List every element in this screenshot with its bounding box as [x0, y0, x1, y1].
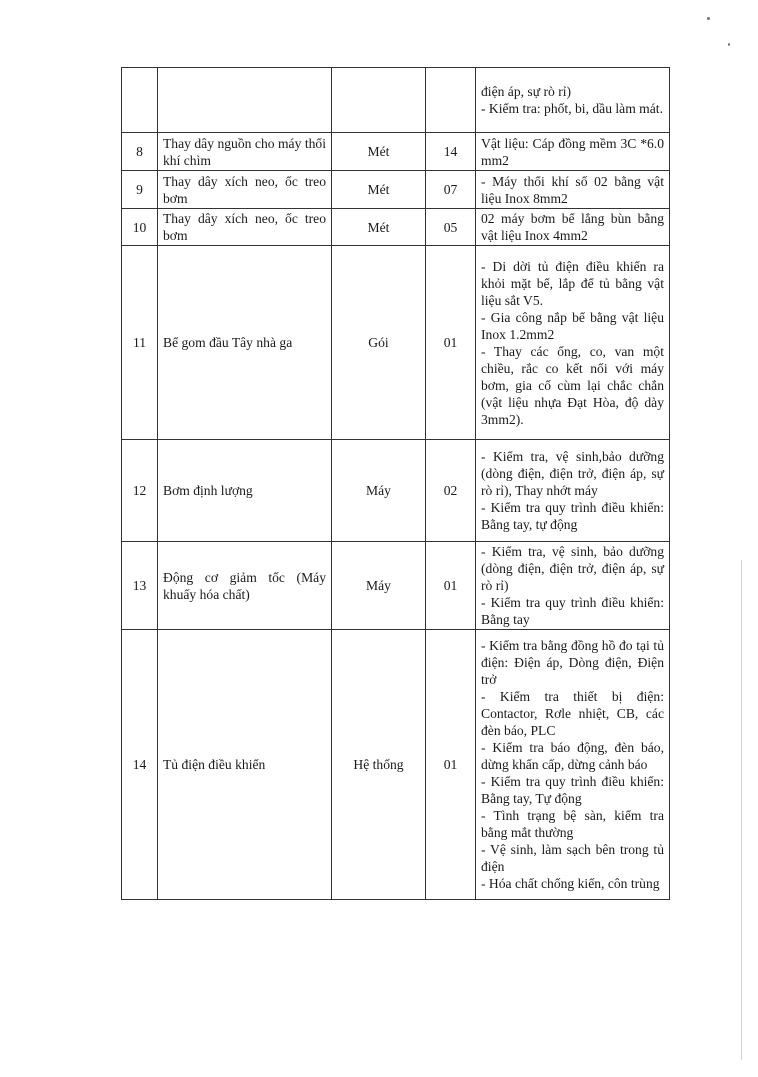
description-cell — [476, 630, 670, 900]
description-line: - Kiểm tra quy trình điều khiển: Bằng tay, tự động — [481, 500, 664, 532]
description-line: - Kiểm tra quy trình điều khiển: Bằng tay — [481, 595, 664, 627]
quantity-cell: 01 — [426, 630, 476, 900]
stt-cell: 14 — [122, 630, 158, 900]
stt-cell: 12 — [122, 440, 158, 542]
stt-cell: 13 — [122, 542, 158, 630]
description-line: - Di dời tủ điện điều khiển ra khỏi mặt bể, lắp để tủ bằng vật liệu sắt V5. — [481, 258, 664, 308]
description-line: - Hóa chất chống kiến, côn trùng — [481, 876, 660, 891]
description-line: Vật liệu: Cáp đồng mềm 3C *6.0 mm2 — [481, 135, 664, 168]
table-row — [122, 246, 670, 440]
quantity-cell: 05 — [426, 209, 476, 246]
description-cell — [476, 440, 670, 542]
item-name-cell: Bể gom đầu Tây nhà ga — [158, 246, 332, 440]
quantity-cell: 01 — [426, 542, 476, 630]
description-line: điện áp, sự rò rỉ) — [481, 84, 572, 99]
unit-cell: Gói — [332, 246, 426, 440]
table-row — [122, 171, 670, 209]
stt-cell: 9 — [122, 171, 158, 209]
description-line: - Gia công nắp bể bằng vật liệu Inox 1.2mm2 — [481, 309, 664, 342]
description-cell — [476, 133, 670, 171]
unit-cell: Hệ thống — [332, 630, 426, 900]
table-body — [122, 68, 670, 900]
table-row — [122, 209, 670, 246]
stt-cell: 8 — [122, 133, 158, 171]
description-line: - Thay các ống, co, van một chiều, rắc co kết nối với máy bơm, gia cố cùm lại chắc chắn (vật liệu nhựa Đạt Hòa, độ dày 3mm2). — [481, 343, 664, 427]
description-cell — [476, 171, 670, 209]
description-line: - Kiểm tra báo động, đèn báo, dừng khẩn cấp, dừng cảnh báo — [481, 740, 664, 772]
unit-cell: Máy — [332, 542, 426, 630]
unit-cell: Mét — [332, 209, 426, 246]
quantity-cell: 14 — [426, 133, 476, 171]
table-row — [122, 440, 670, 542]
scan-speck — [728, 43, 730, 46]
scan-edge-line — [741, 560, 742, 1060]
unit-cell — [332, 68, 426, 133]
description-cell — [476, 246, 670, 440]
stt-cell: 11 — [122, 246, 158, 440]
unit-cell: Máy — [332, 440, 426, 542]
description-line: - Vệ sinh, làm sạch bên trong tủ điện — [481, 842, 664, 874]
description-line: - Máy thổi khí số 02 bằng vật liệu Inox 8mm2 — [481, 173, 664, 206]
unit-cell: Mét — [332, 133, 426, 171]
description-line: - Kiểm tra thiết bị điện: Contactor, Rơle nhiệt, CB, các đèn báo, PLC — [481, 689, 664, 738]
table-row — [122, 68, 670, 133]
quantity-cell: 07 — [426, 171, 476, 209]
scan-speck — [707, 17, 710, 20]
table-row — [122, 630, 670, 900]
stt-cell — [122, 68, 158, 133]
maintenance-table — [121, 67, 670, 900]
description-cell — [476, 209, 670, 246]
quantity-cell: 01 — [426, 246, 476, 440]
description-line: - Kiểm tra: phốt, bi, dầu làm mát. — [481, 101, 663, 116]
quantity-cell: 02 — [426, 440, 476, 542]
stt-cell: 10 — [122, 209, 158, 246]
description-cell — [476, 542, 670, 630]
description-line: - Kiểm tra quy trình điều khiển: Bằng tay, Tự động — [481, 774, 664, 806]
unit-cell: Mét — [332, 171, 426, 209]
description-cell — [476, 68, 670, 133]
item-name-cell: Thay dây xích neo, ốc treo bơm — [158, 171, 332, 209]
item-name-cell: Thay dây nguồn cho máy thổi khí chìm — [158, 133, 332, 171]
table-row — [122, 133, 670, 171]
quantity-cell — [426, 68, 476, 133]
item-name-cell — [158, 68, 332, 133]
description-line: - Kiểm tra, vệ sinh, bảo dưỡng (dòng điện, điện trở, điện áp, sự rò rỉ) — [481, 544, 664, 593]
item-name-cell: Bơm định lượng — [158, 440, 332, 542]
item-name-cell: Động cơ giảm tốc (Máy khuấy hóa chất) — [158, 542, 332, 630]
description-line: 02 máy bơm bể lắng bùn bằng vật liệu Inox 4mm2 — [481, 211, 664, 243]
table-row — [122, 542, 670, 630]
item-name-cell: Tủ điện điều khiển — [158, 630, 332, 900]
description-line: - Kiểm tra bằng đồng hồ đo tại tủ điện: Điện áp, Dòng điện, Điện trở — [481, 638, 664, 687]
description-line: - Kiểm tra, vệ sinh,bảo dưỡng (dòng điện, điện trở, điện áp, sự rò rỉ), Thay nhớt máy — [481, 449, 664, 498]
description-line: - Tình trạng bệ sàn, kiểm tra bằng mắt thường — [481, 808, 664, 840]
item-name-cell: Thay dây xích neo, ốc treo bơm — [158, 209, 332, 246]
